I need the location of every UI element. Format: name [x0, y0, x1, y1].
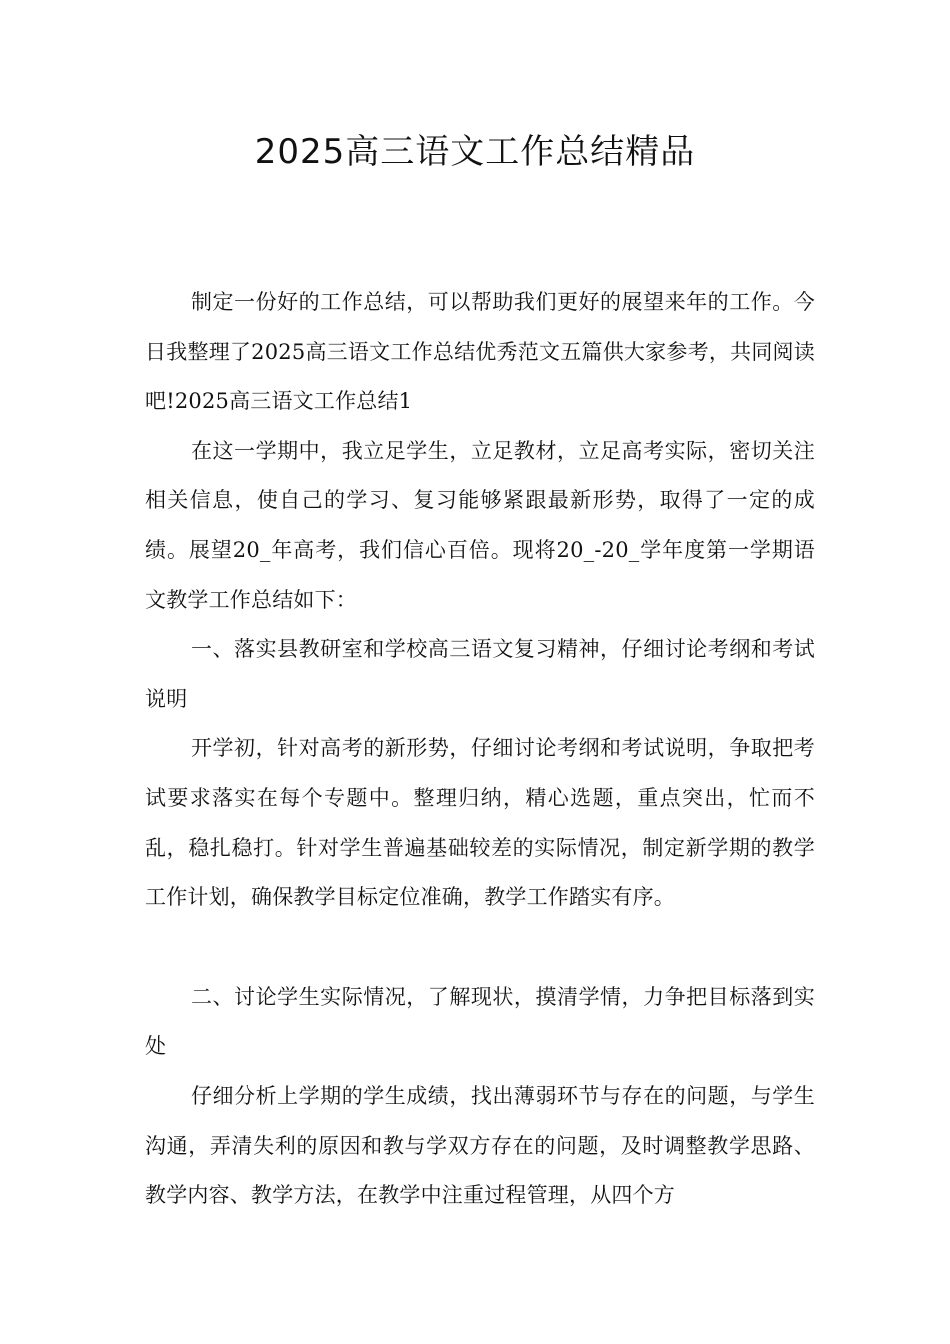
section-heading-1: 一、落实县教研室和学校高三语文复习精神，仔细讨论考纲和考试说明 [145, 637, 815, 711]
document-body [145, 278, 815, 1221]
paragraph-section-1: 开学初，针对高考的新形势，仔细讨论考纲和考试说明，争取把考试要求落实在每个专题中。整理归纳，精心选题，重点突出，忙而不乱，稳扎稳打。针对学生普遍基础较差的实际情况，制定新学期的教学工作计划，确保教学目标定位准确，教学工作踏实有序。 [145, 736, 815, 910]
paragraph-gap [145, 923, 815, 973]
paragraph-semester-summary: 在这一学期中，我立足学生，立足教材，立足高考实际，密切关注相关信息，使自己的学习、复习能够紧跟最新形势，取得了一定的成绩。展望20_年高考，我们信心百倍。现将20_-20_学年度第一学期语文教学工作总结如下： [145, 438, 815, 612]
section-heading-2: 二、讨论学生实际情况，了解现状，摸清学情，力争把目标落到实处 [145, 984, 815, 1059]
paragraph-section-2: 仔细分析上学期的学生成绩，找出薄弱环节与存在的问题，与学生沟通，弄清失利的原因和教与学双方存在的问题，及时调整教学思路、教学内容、教学方法，在教学中注重过程管理，从四个方 [145, 1083, 815, 1208]
document-title: 2025高三语文工作总结精品 [254, 132, 696, 172]
paragraph-intro: 制定一份好的工作总结，可以帮助我们更好的展望来年的工作。今日我整理了2025高三语文工作总结优秀范文五篇供大家参考，共同阅读吧!2025高三语文工作总结1 [145, 290, 815, 414]
